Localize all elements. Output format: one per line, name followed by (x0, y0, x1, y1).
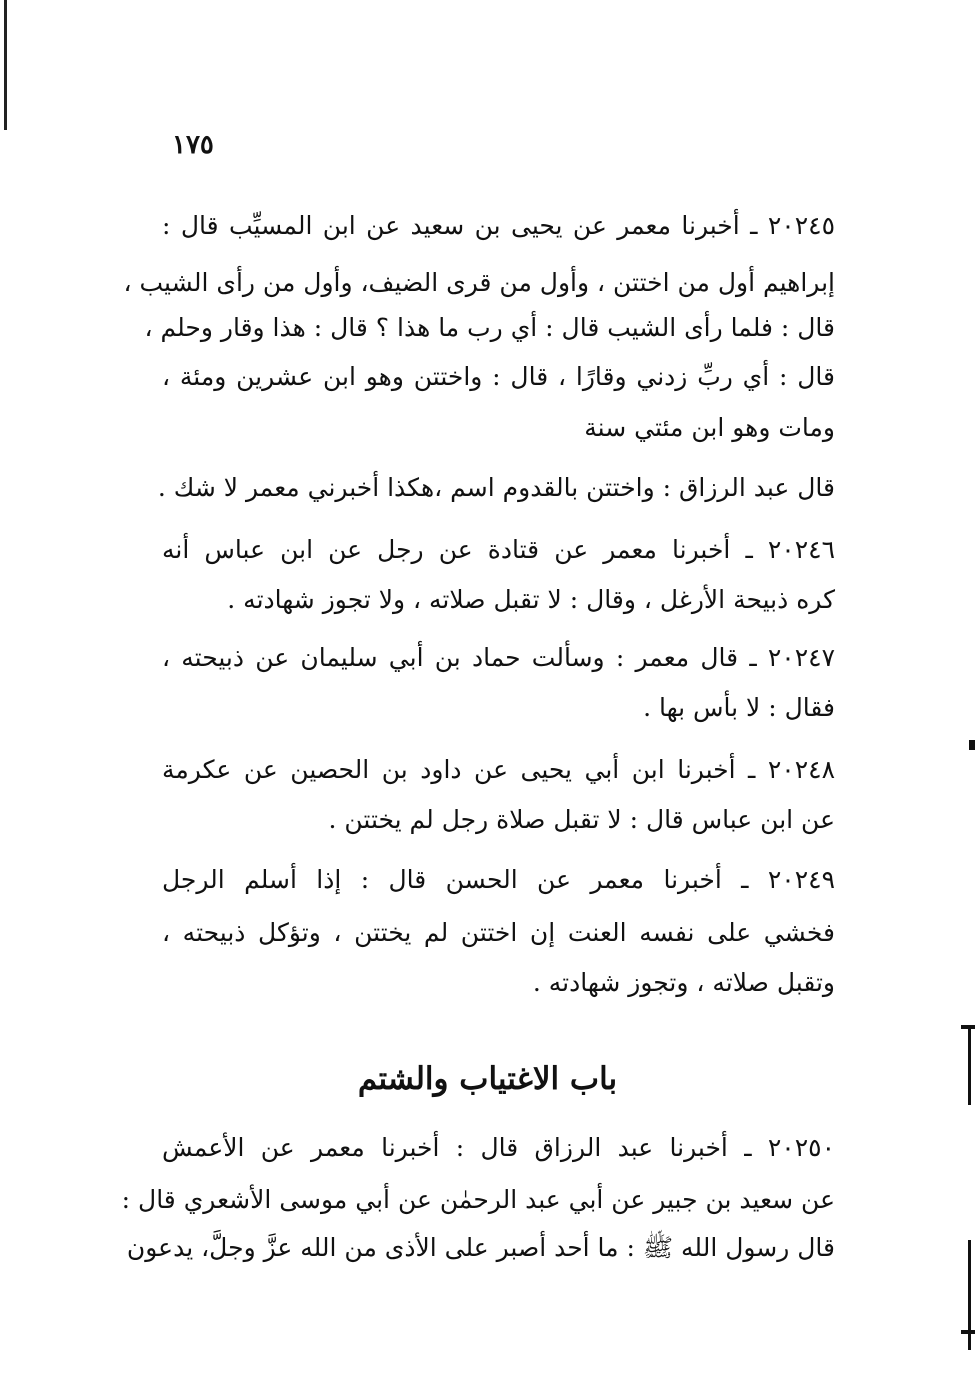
scan-edge-mark (968, 1240, 971, 1350)
section-heading: باب الاغتياب والشتم (357, 1061, 618, 1097)
text-line: فقال : لا بأس بها . (643, 693, 835, 722)
scan-edge-line (4, 0, 7, 130)
scan-edge-mark (969, 740, 975, 750)
text-line: قال : أي ربِّ زدني وقارًا ، قال : واختتن وهو ابن عشرين ومئة ، (162, 362, 835, 391)
text-line: قال عبد الرزاق : واختتن بالقدوم اسم ،هكذا أخبرني معمر لا شك . (157, 473, 835, 502)
text-line: فخشي على نفسه العنت إن اختتن لم يختتن ، وتؤكل ذبيحته ، (162, 918, 835, 947)
text-line: كره ذبيحة الأرغل ، وقال : لا تقبل صلاته ، ولا تجوز شهادته . (227, 585, 835, 614)
text-line: قال رسول الله ﷺ : ما أحد أصبر على الأذى من الله عزَّ وجلَّ، يدعون (126, 1233, 835, 1262)
text-line: ومات وهو ابن مئتي سنة (584, 413, 835, 442)
text-line: ٢٠٢٤٦ ـ أخبرنا معمر عن قتادة عن رجل عن ابن عباس أنه (162, 535, 835, 564)
text-line: ٢٠٢٤٩ ـ أخبرنا معمر عن الحسن قال : إذا أسلم الرجل (162, 865, 835, 894)
text-line: ٢٠٢٤٨ ـ أخبرنا ابن أبي يحيى عن داود بن الحصين عن عكرمة (162, 755, 835, 784)
text-line: إبراهيم أول من اختتن ، وأول من قرى الضيف، وأول من رأى الشيب ، (123, 268, 835, 297)
text-line: وتقبل صلاته ، وتجوز شهادته . (532, 968, 835, 997)
text-line: ٢٠٢٤٥ ـ أخبرنا معمر عن يحيى بن سعيد عن ابن المسيِّب قال : (162, 211, 835, 240)
text-line: عن ابن عباس قال : لا تقبل صلاة رجل لم يختتن . (328, 805, 835, 834)
page-number: ١٧٥ (172, 130, 214, 160)
text-line: عن سعيد بن جبير عن أبي عبد الرحمٰن عن أبي موسى الأشعري قال : (121, 1185, 835, 1214)
text-line: قال : فلما رأى الشيب قال : أي رب ما هذا ؟ قال : هذا وقار وحلم ، (144, 313, 835, 342)
text-line: ٢٠٢٤٧ ـ قال معمر : وسألت حماد بن أبي سليمان عن ذبيحته ، (162, 643, 835, 672)
text-line: ٢٠٢٥٠ ـ أخبرنا عبد الرزاق قال : أخبرنا معمر عن الأعمش (162, 1133, 835, 1162)
